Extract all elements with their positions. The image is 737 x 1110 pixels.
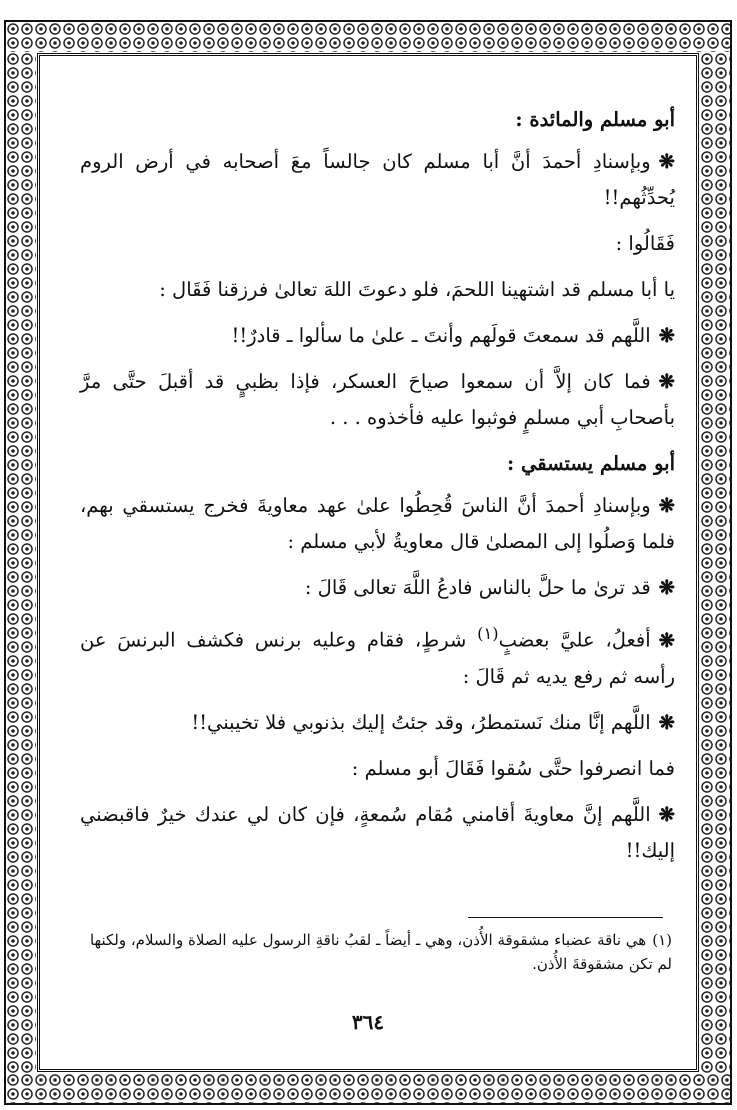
paragraph-text: اللَّهم قد سمعتَ قولَهم وأنتَ ـ علىٰ ما سألوا ـ قادرٌ!!: [231, 324, 651, 347]
paragraph: فما انصرفوا حتَّى سُقوا فَقَالَ أبو مسلم :: [351, 756, 675, 780]
star-icon: ❋: [658, 324, 675, 347]
paragraph-text: شرطٍ، فقام وعليه برنس فكشف البرنسَ عن رأسه ثم رفع يديه ثم قَالَ :: [80, 628, 675, 688]
star-icon: ❋: [658, 494, 675, 517]
star-icon: ❋: [658, 370, 675, 393]
ornamental-border-top: [6, 22, 730, 52]
footnote-reference: (١): [477, 624, 499, 643]
footnote-divider: [468, 917, 663, 918]
paragraph: يا أبا مسلم قد اشتهينا اللحمَ، فلو دعوتَ اللهَ تعالىٰ فرزقنا فَقَال :: [159, 278, 675, 301]
footnote-text: هي ناقة عضباء مشقوقة الأُذن، وهي ـ أيضاً ـ لقبُ ناقةِ الرسول عليه الصلاة والسلام، ولكنها لم تكن مشقوقةَ الأُذن.: [89, 931, 672, 973]
star-icon: ❋: [658, 802, 675, 826]
star-icon: ❋: [658, 150, 675, 173]
page-text: [80, 102, 675, 879]
ornamental-border-left: [6, 52, 36, 1073]
paragraph: [80, 705, 675, 741]
footnote: [80, 928, 672, 976]
paragraph: [80, 364, 675, 436]
paragraph: [80, 797, 675, 869]
paragraph: [80, 318, 675, 354]
star-icon: ❋: [658, 710, 675, 734]
paragraph-text: اللَّهم إنَّا منك نَستمطرُ، وقد جئتُ إليك بذنوبي فلا تخيبني!!: [191, 710, 651, 734]
paragraph-text: وبإسنادِ أحمدَ أنَّ أبا مسلم كان جالساً معَ أصحابه في أرض الروم يُحدِّثُهم!!: [80, 150, 675, 209]
paragraph-text: قد ترىٰ ما حلَّ بالناس فادعُ اللَّهَ تعالى قَالَ :: [304, 576, 651, 599]
paragraph: فَقَالُوا :: [615, 232, 675, 255]
paragraph-text: أفعلُ، عليَّ بعضبٍ: [498, 628, 651, 652]
star-icon: ❋: [658, 628, 675, 652]
ornamental-border-bottom: [6, 1073, 730, 1103]
footnote-marker: (١): [652, 931, 672, 949]
paragraph: [80, 570, 675, 606]
paragraph-text: فما كان إلاَّ أن سمعوا صياحَ العسكر، فإذا بظبيٍ قد أقبلَ حتَّى مرَّ بأصحابِ أبي مسلمٍ فوثبوا عليه فأخذوه . . .: [80, 370, 675, 429]
paragraph: [80, 616, 675, 695]
paragraph-text: اللَّهم إنَّ معاويةَ أقامني مُقام سُمعةٍ، فإن كان لي عندك خيرٌ فاقبضني إليك!!: [80, 802, 675, 862]
ornamental-border-right: [700, 52, 730, 1073]
paragraph: [80, 488, 675, 560]
paragraph: [80, 144, 675, 216]
section-heading-rain: أبو مسلم يستسقي :: [507, 452, 675, 475]
section-heading-table: أبو مسلم والمائدة :: [515, 108, 675, 131]
star-icon: ❋: [658, 576, 675, 599]
page-number: ٣٦٤: [351, 1010, 385, 1034]
paragraph-text: وبإسنادِ أحمدَ أنَّ الناسَ قُحِطُوا علىٰ عهد معاويةَ فخرج يستسقي بهم، فلما وَصلُوا إلى المصلىٰ قال معاويةُ لأبي مسلم :: [80, 494, 675, 553]
